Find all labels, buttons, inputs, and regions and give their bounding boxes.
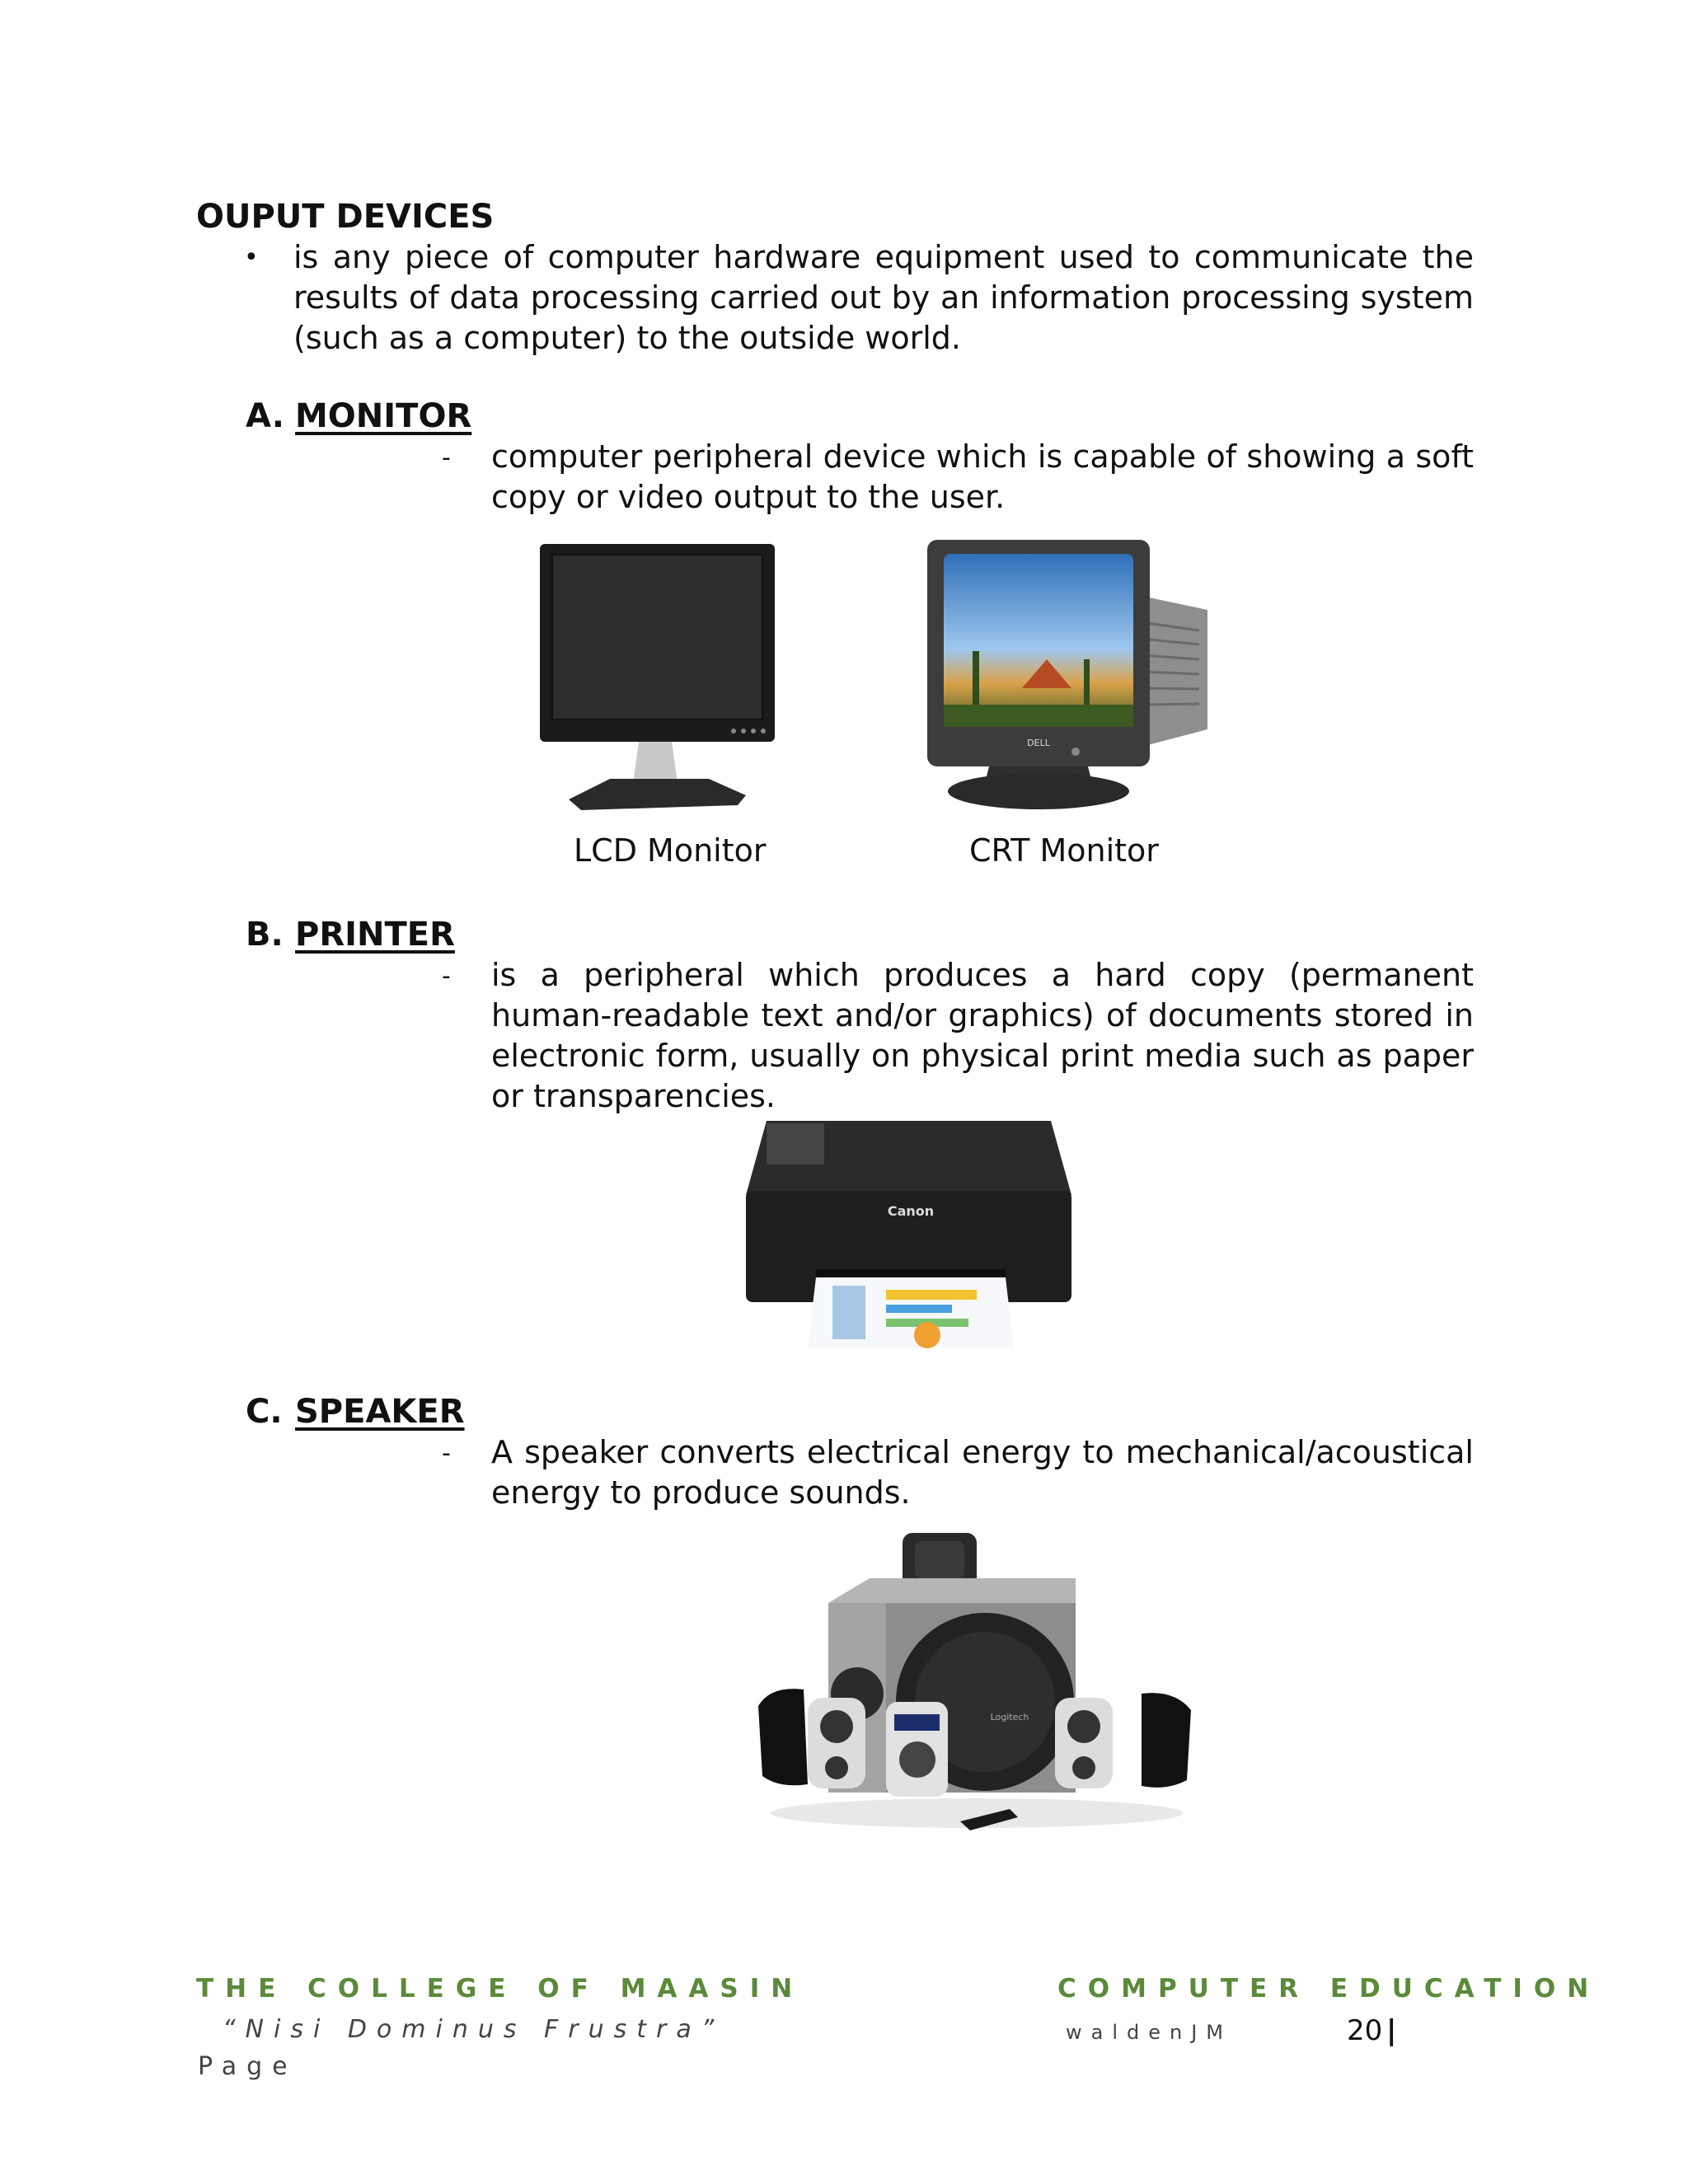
section-heading-printer: PRINTER	[295, 916, 455, 954]
printer-description: is a peripheral which produces a hard copy (permanent human-readable text and/or graphics) of documents stored in electronic form, usually on physical print media such as paper or transparencies.	[491, 957, 1474, 1114]
page-number-separator: |	[1386, 2014, 1397, 2047]
lcd-monitor-image	[536, 540, 783, 815]
caption-lcd-monitor: LCD Monitor	[574, 832, 767, 869]
speaker-system-image	[754, 1529, 1199, 1841]
dash-marker: -	[442, 443, 451, 472]
section-letter-b: B.	[246, 916, 284, 954]
monitor-description: computer peripheral device which is capable of showing a soft copy or video output to the user.	[491, 438, 1474, 515]
footer-motto: “Nisi Dominus Frustra”	[223, 2015, 724, 2044]
section-letter-a: A.	[246, 397, 284, 435]
bullet-dot: •	[244, 243, 259, 272]
section-heading-monitor: MONITOR	[295, 397, 472, 435]
speaker-brand: Logitech	[990, 1712, 1029, 1722]
section-letter-c: C.	[246, 1393, 283, 1431]
footer-department: COMPUTER EDUCATION	[1057, 1974, 1601, 2004]
printer-image	[742, 1108, 1080, 1355]
caption-crt-monitor: CRT Monitor	[969, 832, 1159, 869]
footer-author: waldenJM	[1066, 2021, 1232, 2044]
page-title: OUPUT DEVICES	[196, 198, 495, 236]
crt-monitor-image	[923, 536, 1212, 819]
printer-brand: Canon	[887, 1203, 935, 1219]
dash-marker: -	[442, 1439, 451, 1468]
page-number: 20	[1347, 2014, 1383, 2047]
footer-page-label: Page	[198, 2052, 298, 2081]
dash-marker: -	[442, 962, 451, 991]
section-heading-speaker: SPEAKER	[295, 1393, 465, 1431]
intro-text: is any piece of computer hardware equipment used to communicate the results of data processing carried out by an information processing system (such as a computer) to the outside world.	[293, 239, 1474, 356]
speaker-description: A speaker converts electrical energy to mechanical/acoustical energy to produce sounds.	[491, 1434, 1474, 1511]
footer-college-name: THE COLLEGE OF MAASIN	[196, 1974, 804, 2004]
monitor-brand: DELL	[1027, 738, 1050, 748]
